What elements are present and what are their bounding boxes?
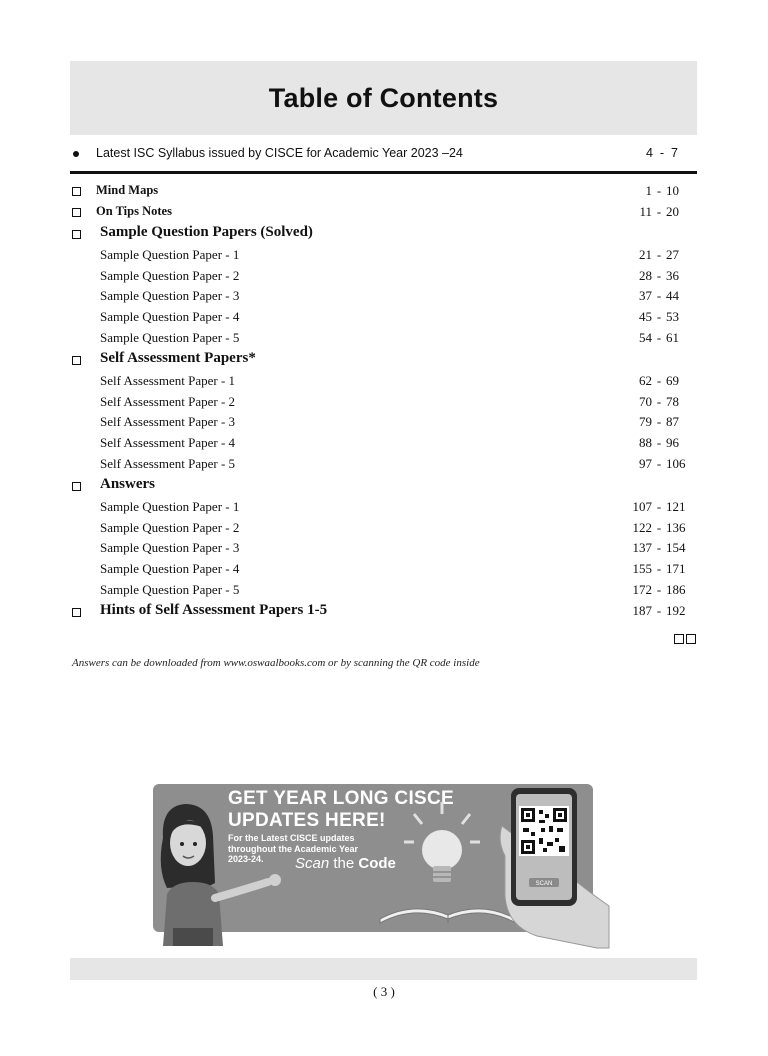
lightbulb-icon [402, 800, 482, 895]
toc-list [70, 180, 697, 622]
checkbox-bullet-icon [72, 608, 81, 617]
girl-illustration-icon [153, 798, 298, 948]
banner-headline: GET YEAR LONG CISCE [228, 788, 454, 809]
toc-entry[interactable]: Sample Question Paper - 2 122 - 136 [100, 519, 686, 535]
toc-section-answers[interactable]: Answers [70, 473, 697, 496]
checkbox-bullet-icon [72, 482, 81, 491]
toc-entry[interactable]: Sample Question Paper - 3 37 - 44 [100, 288, 679, 304]
toc-entry[interactable]: Sample Question Paper - 3 137 - 154 [100, 540, 686, 556]
banner-headline: UPDATES HERE! [228, 810, 386, 831]
checkbox-bullet-icon [72, 208, 81, 217]
banner-subtext: For the Latest CISCE updates throughout the Academic Year 2023-24. [228, 833, 359, 864]
toc-entry[interactable]: Self Assessment Paper - 1 62 - 69 [100, 373, 679, 389]
toc-entry[interactable]: Self Assessment Paper - 3 79 - 87 [100, 414, 679, 430]
toc-entry[interactable]: Sample Question Paper - 1 21 - 27 [100, 247, 679, 263]
toc-section-self-assessment[interactable]: Self Assessment Papers* [70, 347, 697, 370]
toc-entry-syllabus[interactable] [70, 143, 697, 167]
toc-entry-pages: 1 - 10 [645, 183, 679, 198]
toc-entry-pages: 11 - 20 [639, 203, 679, 219]
toc-entry-pages: 4 - 7 [646, 146, 678, 160]
download-note: Answers can be downloaded from www.oswaalbooks.com or by scanning the QR code inside [72, 657, 480, 669]
page-title: Table of Contents [268, 82, 499, 113]
end-of-list-icon [674, 634, 696, 644]
toc-entry[interactable]: Sample Question Paper - 1 107 - 121 [100, 499, 686, 515]
toc-entry-tips-notes[interactable]: On Tips Notes 11 - 20 [70, 201, 697, 222]
toc-entry-label: Latest ISC Syllabus issued by CISCE for Academic Year 2023 –24 [96, 146, 463, 160]
toc-entry[interactable]: Self Assessment Paper - 4 88 - 96 [100, 434, 679, 450]
toc-entry[interactable]: Sample Question Paper - 5 172 - 186 [100, 581, 686, 597]
toc-entry-mind-maps[interactable]: Mind Maps 1 - 10 [70, 180, 697, 201]
toc-entry[interactable]: Self Assessment Paper - 2 70 - 78 [100, 393, 679, 409]
phone-qr-icon [497, 786, 612, 951]
toc-entry[interactable]: Sample Question Paper - 5 54 - 61 [100, 329, 679, 345]
toc-entry-hints[interactable]: Hints of Self Assessment Papers 1-5 187 - 192 [70, 599, 697, 622]
checkbox-bullet-icon [72, 230, 81, 239]
toc-entry[interactable]: Sample Question Paper - 4 45 - 53 [100, 308, 679, 324]
checkbox-bullet-icon [72, 187, 81, 196]
bullet-icon [73, 151, 79, 157]
toc-entry[interactable]: Sample Question Paper - 4 155 - 171 [100, 560, 686, 576]
scan-the-code-text: Scan the Code [295, 855, 396, 872]
toc-entry-pages: 187 - 192 [632, 603, 686, 619]
toc-entry[interactable]: Self Assessment Paper - 5 97 - 106 [100, 455, 686, 471]
section-divider [70, 171, 697, 174]
footer-band [70, 958, 697, 980]
checkbox-bullet-icon [72, 356, 81, 365]
toc-entry[interactable]: Sample Question Paper - 2 28 - 36 [100, 267, 679, 283]
toc-section-sample-papers[interactable]: Sample Question Papers (Solved) [70, 221, 697, 244]
page-number: ( 3 ) [373, 984, 395, 999]
title-band [70, 61, 697, 135]
scan-button-label: SCAN [535, 881, 553, 887]
